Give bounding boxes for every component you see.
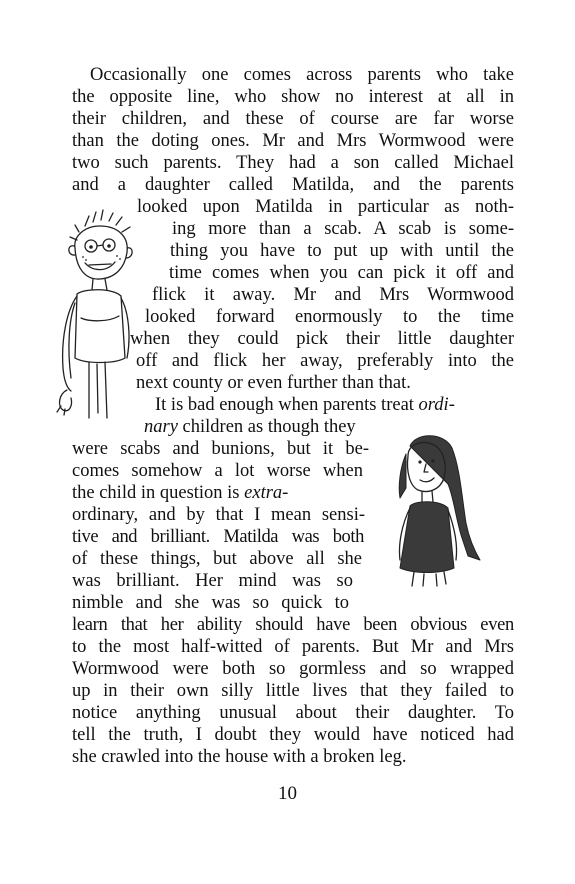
text-line: ing more than a scab. A scab is some- bbox=[172, 219, 514, 239]
text-line: she crawled into the house with a broken leg. bbox=[72, 747, 407, 767]
boy-illustration bbox=[45, 208, 165, 423]
text-line: looked forward enormously to the time bbox=[145, 307, 514, 327]
text-line: were scabs and bunions, but it be- bbox=[72, 439, 369, 459]
text-line: tell the truth, I doubt they would have noticed had bbox=[72, 725, 514, 745]
text-line: to the most half-witted of parents. But Mr and Mrs bbox=[72, 637, 514, 657]
text-line: off and flick her away, preferably into the bbox=[136, 351, 514, 371]
text-line: ordinary, and by that I mean sensi- bbox=[72, 505, 365, 525]
text-line: tive and brilliant. Matilda was both bbox=[72, 527, 364, 547]
text-line: nimble and she was so quick to bbox=[72, 593, 349, 613]
text-line: notice anything unusual about their daughter. To bbox=[72, 703, 514, 723]
text-line: Occasionally one comes across parents who take bbox=[90, 65, 514, 85]
text-line: and a daughter called Matilda, and the parents bbox=[72, 175, 514, 195]
text-line: up in their own silly little lives that they failed to bbox=[72, 681, 514, 701]
text-line: nary children as though they bbox=[144, 417, 356, 437]
page-number: 10 bbox=[278, 783, 297, 804]
text-line: Wormwood were both so gormless and so wrapped bbox=[72, 659, 514, 679]
text-line: when they could pick their little daughter bbox=[130, 329, 514, 349]
text-line: comes somehow a lot worse when bbox=[72, 461, 363, 481]
text-line: learn that her ability should have been obvious even bbox=[72, 615, 514, 635]
text-line: the opposite line, who show no interest at all in bbox=[72, 87, 514, 107]
text-line: their children, and these of course are far worse bbox=[72, 109, 514, 129]
text-line: the child in question is extra- bbox=[72, 483, 289, 503]
text-line: of these things, but above all she bbox=[72, 549, 362, 569]
text-line: It is bad enough when parents treat ordi- bbox=[155, 395, 455, 415]
text-line: looked upon Matilda in particular as noth- bbox=[137, 197, 514, 217]
text-line: flick it away. Mr and Mrs Wormwood bbox=[152, 285, 514, 305]
text-line: thing you have to put up with until the bbox=[170, 241, 514, 261]
text-line: next county or even further than that. bbox=[136, 373, 411, 393]
text-line: two such parents. They had a son called Michael bbox=[72, 153, 514, 173]
text-line: time comes when you can pick it off and bbox=[169, 263, 514, 283]
text-line: was brilliant. Her mind was so bbox=[72, 571, 353, 591]
text-line: than the doting ones. Mr and Mrs Wormwood were bbox=[72, 131, 514, 151]
matilda-illustration bbox=[370, 428, 490, 588]
